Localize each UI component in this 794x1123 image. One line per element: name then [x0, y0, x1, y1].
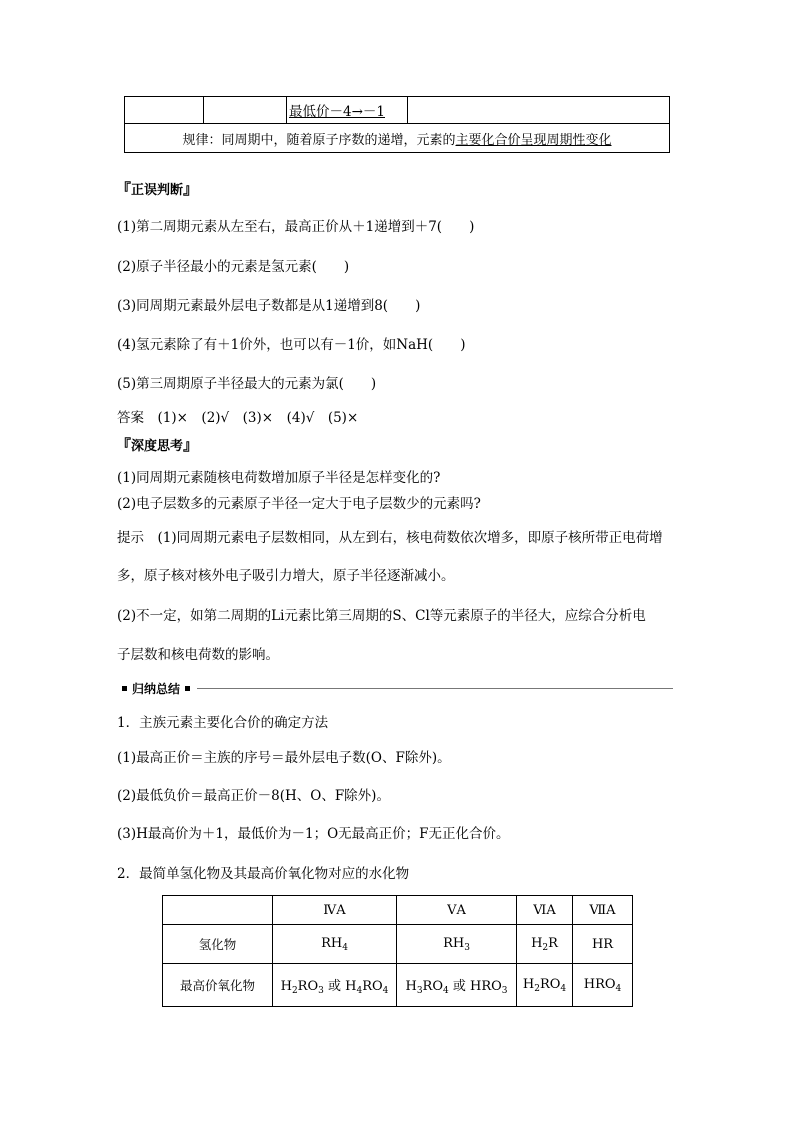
square-bullet-icon — [185, 686, 190, 691]
oxide-label: 最高价氧化物 — [163, 964, 273, 1007]
hydride-4a: $RH_4$ — [273, 925, 397, 964]
summary-heading: 归纳总结 — [132, 681, 181, 696]
hint-line-2: 多，原子核对核外电子吸引力增大，原子半径逐渐减小。 — [117, 568, 455, 584]
rule-cell: 规律：同周期中，随着原子序数的递增，元素的主要化合价呈现周期性变化 — [125, 124, 670, 153]
summary-point-3: (3)H最高价为＋1，最低价为－1；O无最高正价；F无正化合价。 — [117, 826, 510, 842]
group-4a-header: ⅣA — [273, 896, 397, 925]
table-header-row — [163, 896, 633, 925]
table-row — [125, 124, 670, 153]
judgement-item-5: (5)第三周期原子半径最大的元素为氯( ) — [117, 376, 377, 392]
thinking-question-2: (2)电子层数多的元素原子半径一定大于电子层数少的元素吗? — [117, 496, 481, 512]
oxide-hydrate-4a: $H_2RO_3$ 或 $H_4RO_4$ — [273, 964, 397, 1007]
hydride-label: 氢化物 — [163, 925, 273, 964]
summary-divider — [117, 680, 673, 696]
oxide-hydrate-5a: $H_3RO_4$ 或 $HRO_3$ — [397, 964, 517, 1007]
lowest-valence-cell: 最低价－4→－1 — [287, 97, 408, 124]
judgement-answer: 答案 (1)× (2)√ (3)× (4)√ (5)× — [117, 410, 359, 426]
hydride-7a: HR — [573, 925, 633, 964]
group-7a-header: ⅦA — [573, 896, 633, 925]
summary-point-1: (1)最高正价＝主族的序号＝最外层电子数(O、F除外)。 — [117, 750, 451, 766]
summary-point-2: (2)最低负价＝最高正价－8(H、O、F除外)。 — [117, 788, 390, 804]
judgement-item-4: (4)氢元素除了有＋1价外，也可以有－1价，如NaH( ) — [117, 337, 466, 353]
judgement-item-1: (1)第二周期元素从左至右，最高正价从＋1递增到＋7( ) — [117, 219, 475, 235]
group-6a-header: ⅥA — [517, 896, 573, 925]
hint-line-1: 提示 (1)同周期元素电子层数相同，从左到右，核电荷数依次增多，即原子核所带正电荷增 — [117, 530, 663, 546]
judgement-item-2: (2)原子半径最小的元素是氢元素( ) — [117, 259, 350, 275]
square-bullet-icon — [122, 686, 127, 691]
group-5a-header: ⅤA — [397, 896, 517, 925]
hint-line-3: (2)不一定，如第二周期的Li元素比第三周期的S、Cl等元素原子的半径大，应综合分析电 — [117, 608, 646, 624]
hydride-6a: $H_2R$ — [517, 925, 573, 964]
divider-line — [197, 688, 673, 689]
table-row — [125, 97, 670, 124]
hint-line-4: 子层数和核电荷数的影响。 — [117, 647, 279, 663]
summary-heading-1: 1．主族元素主要化合价的确定方法 — [117, 715, 329, 731]
oxide-hydrate-7a: $HRO_4$ — [573, 964, 633, 1007]
table-row — [163, 964, 633, 1007]
oxide-hydrate-6a: $H_2RO_4$ — [517, 964, 573, 1007]
thinking-heading: 『深度思考』 — [116, 436, 199, 454]
judgement-heading: 『正误判断』 — [116, 180, 199, 198]
thinking-question-1: (1)同周期元素随核电荷数增加原子半径是怎样变化的? — [117, 470, 441, 486]
table-row — [163, 925, 633, 964]
hydride-5a: $RH_3$ — [397, 925, 517, 964]
valence-table-fragment — [124, 96, 670, 153]
summary-heading-2: 2．最简单氢化物及其最高价氧化物对应的水化物 — [117, 866, 410, 882]
hydride-oxide-table — [162, 895, 633, 1007]
judgement-item-3: (3)同周期元素最外层电子数都是从1递增到8( ) — [117, 298, 421, 314]
